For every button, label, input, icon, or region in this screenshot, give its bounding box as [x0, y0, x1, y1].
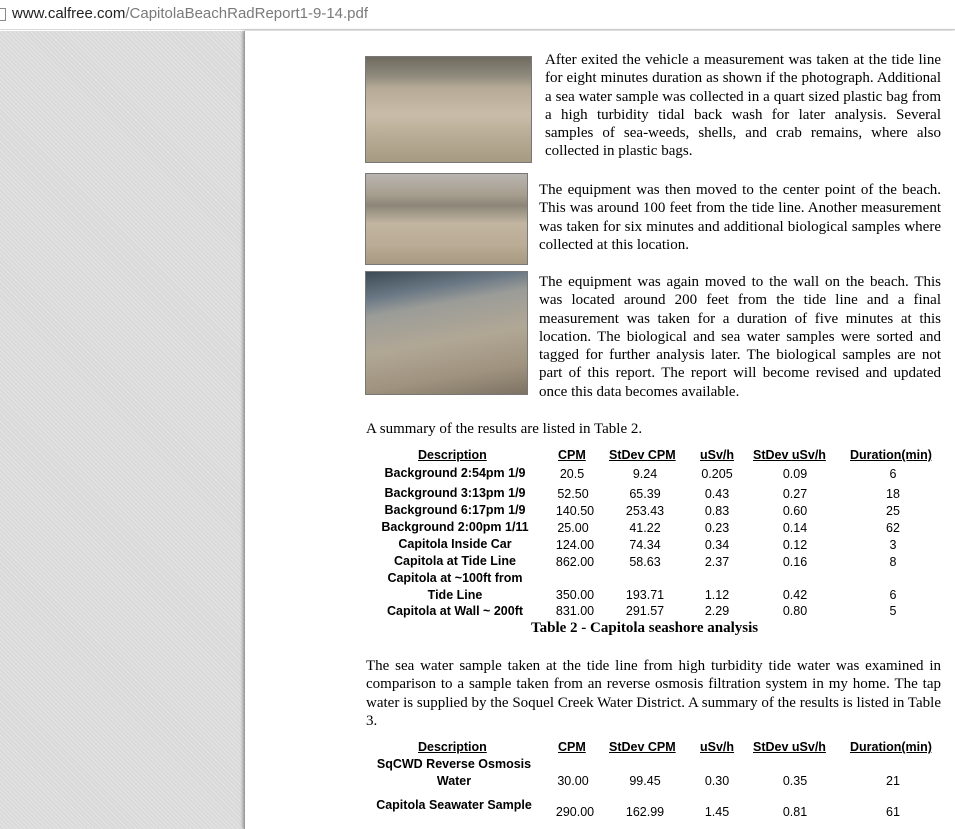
- t2-row2-sdusv: 0.27: [782, 487, 808, 501]
- t3-row2-cpm: 290.00: [555, 805, 595, 819]
- pdf-page: [244, 31, 955, 829]
- t2-row8-dur: 5: [889, 604, 897, 618]
- t2-row3-usv: 0.83: [704, 504, 730, 518]
- url-text[interactable]: [12, 5, 368, 22]
- t2-row3-dur: 25: [886, 504, 900, 518]
- t2-row3-desc: Background 6:17pm 1/9: [384, 503, 526, 517]
- t3-header-stdev-usvh: StDev uSv/h: [753, 740, 826, 754]
- t2-row6-cpm: 862.00: [555, 555, 595, 569]
- t3-header-duration: Duration(min): [850, 740, 932, 754]
- t3-header-cpm: CPM: [558, 740, 586, 754]
- t2-row8-sdcpm: 291.57: [625, 604, 665, 618]
- t2-row6-sdusv: 0.16: [782, 555, 808, 569]
- t2-row4-dur: 62: [886, 521, 900, 535]
- t2-row1-dur: 6: [889, 467, 897, 481]
- t2-row1-cpm: 20.5: [559, 467, 585, 481]
- t2-row5-dur: 3: [889, 538, 897, 552]
- table-2-caption: Table 2 - Capitola seashore analysis: [531, 620, 759, 636]
- beach-photo-center: [365, 173, 528, 265]
- t3-header-usvh: uSv/h: [700, 740, 735, 754]
- t3-header-stdev-cpm: StDev CPM: [609, 740, 676, 754]
- paragraph-tide-line: After exited the vehicle a measurement was taken at the tide line for eight minutes duration as shown if the photograph. Additional a sea water sample was collected in a quart sized plastic bag from a high turbidity tidal back wash for later analysis. Several samples of sea-weeds, shells, and crab remains, where also collected in plastic bags.: [545, 52, 941, 160]
- url-host: www.calfree.com: [12, 5, 126, 22]
- t3-row1-sdusv: 0.35: [782, 774, 808, 788]
- t2-row1-usv: 0.205: [701, 467, 733, 481]
- t2-row1-desc: Background 2:54pm 1/9: [384, 466, 526, 480]
- t2-row7-dur: 6: [889, 588, 897, 602]
- t2-row7-cpm: 350.00: [555, 588, 595, 602]
- t2-header-description: Description: [418, 448, 487, 462]
- t2-row7-desc-line1: Capitola at ~100ft from: [387, 571, 523, 585]
- t2-row5-cpm: 124.00: [555, 538, 595, 552]
- t2-row6-usv: 2.37: [704, 555, 730, 569]
- t2-row6-desc: Capitola at Tide Line: [393, 554, 516, 568]
- t3-row2-sdusv: 0.81: [782, 805, 808, 819]
- t3-row1-desc-line1: SqCWD Reverse Osmosis: [376, 757, 532, 771]
- t2-row8-desc: Capitola at Wall ~ 200ft: [386, 604, 524, 618]
- t2-row7-usv: 1.12: [704, 588, 730, 602]
- t2-row5-sdusv: 0.12: [782, 538, 808, 552]
- t2-row1-sdcpm: 9.24: [632, 467, 658, 481]
- t3-header-description: Description: [418, 740, 487, 754]
- t2-row6-sdcpm: 58.63: [629, 555, 661, 569]
- t2-row6-dur: 8: [889, 555, 897, 569]
- address-bar[interactable]: [0, 0, 955, 30]
- t2-row3-sdcpm: 253.43: [625, 504, 665, 518]
- t3-row1-dur: 21: [886, 774, 900, 788]
- t2-row4-usv: 0.23: [704, 521, 730, 535]
- t2-row4-desc: Background 2:00pm 1/11: [381, 520, 529, 534]
- t2-row7-sdcpm: 193.71: [625, 588, 665, 602]
- t2-row2-dur: 18: [886, 487, 900, 501]
- beach-photo-tide-line: [365, 56, 532, 163]
- t2-row3-sdusv: 0.60: [782, 504, 808, 518]
- t2-row7-desc-line2: Tide Line: [427, 588, 483, 602]
- t2-header-stdev-cpm: StDev CPM: [609, 448, 676, 462]
- t3-row2-usv: 1.45: [704, 805, 730, 819]
- paragraph-seawater: The sea water sample taken at the tide line from high turbidity tide water was examined in comparison to a sample taken from an reverse osmosis filtration system in my home. The tap water is supplied by the Soquel Creek Water District. A summary of the results is listed in Table 3.: [366, 658, 941, 729]
- t3-row2-desc: Capitola Seawater Sample: [376, 798, 532, 812]
- t2-header-duration: Duration(min): [850, 448, 932, 462]
- url-path: /CapitolaBeachRadReport1-9-14.pdf: [125, 5, 369, 22]
- t2-row2-usv: 0.43: [704, 487, 730, 501]
- t2-header-cpm: CPM: [558, 448, 586, 462]
- beach-photo-wall: [365, 271, 528, 395]
- t2-row4-cpm: 25.00: [557, 521, 589, 535]
- t2-row5-desc: Capitola Inside Car: [398, 537, 512, 551]
- t2-row8-sdusv: 0.80: [782, 604, 808, 618]
- t3-row2-dur: 61: [886, 805, 900, 819]
- t2-row4-sdusv: 0.14: [782, 521, 808, 535]
- t2-row3-cpm: 140.50: [555, 504, 595, 518]
- t2-row5-usv: 0.34: [704, 538, 730, 552]
- t3-row1-sdcpm: 99.45: [629, 774, 661, 788]
- t3-row1-cpm: 30.00: [557, 774, 589, 788]
- t2-header-stdev-usvh: StDev uSv/h: [753, 448, 826, 462]
- t2-row2-desc: Background 3:13pm 1/9: [384, 486, 526, 500]
- page-icon: [0, 8, 6, 21]
- t2-row7-sdusv: 0.42: [782, 588, 808, 602]
- paragraph-center-point: The equipment was then moved to the center point of the beach. This was around 100 feet from the tide line. Another measurement was taken for six minutes and additional biological samples where collected at this location.: [539, 182, 941, 253]
- t2-row8-cpm: 831.00: [555, 604, 595, 618]
- t2-row2-cpm: 52.50: [557, 487, 589, 501]
- t3-row1-usv: 0.30: [704, 774, 730, 788]
- t3-row1-desc-line2: Water: [436, 774, 472, 788]
- t2-row2-sdcpm: 65.39: [629, 487, 661, 501]
- t3-row2-sdcpm: 162.99: [625, 805, 665, 819]
- paragraph-summary-intro: A summary of the results are listed in Table 2.: [366, 421, 643, 437]
- t2-row8-usv: 2.29: [704, 604, 730, 618]
- t2-row1-sdusv: 0.09: [782, 467, 808, 481]
- t2-header-usvh: uSv/h: [700, 448, 735, 462]
- paragraph-wall: The equipment was again moved to the wall on the beach. This was located around 200 feet from the tide line and a final measurement was taken for a duration of five minutes at this location. The biological and sea water samples were sorted and tagged for further analysis later. The biological samples are not part of this report. The report will become revised and updated once this data becomes available.: [539, 274, 941, 400]
- t2-row4-sdcpm: 41.22: [629, 521, 661, 535]
- t2-row5-sdcpm: 74.34: [629, 538, 661, 552]
